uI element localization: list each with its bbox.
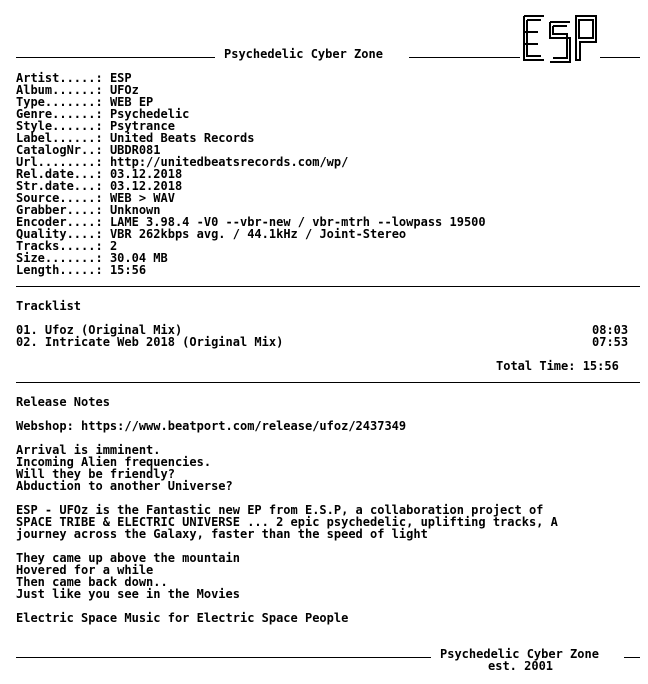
info-value: 03.12.2018 <box>109 167 183 181</box>
footer-title: Psychedelic Cyber Zone <box>440 647 599 661</box>
notes-line: Abduction to another Universe? <box>16 479 233 493</box>
release-notes-heading: Release Notes <box>16 395 110 409</box>
tracklist-heading: Tracklist <box>16 299 82 313</box>
info-label: Tracks.....: <box>16 239 103 253</box>
info-label: Quality....: <box>16 227 103 241</box>
info-label: Length.....: <box>16 263 103 277</box>
info-value: UBDR081 <box>109 143 161 157</box>
notes-line: They came up above the mountain <box>16 551 240 565</box>
info-value: 2 <box>109 239 118 253</box>
info-value: 30.04 MB <box>109 251 168 265</box>
divider-1 <box>16 286 640 287</box>
info-value: 03.12.2018 <box>109 179 183 193</box>
info-value: VBR 262kbps avg. / 44.1kHz / Joint-Stereo <box>109 227 407 241</box>
info-value: ESP <box>109 71 132 85</box>
footer-rule-right <box>624 657 640 658</box>
track-2-title: 02. Intricate Web 2018 (Original Mix) <box>16 335 284 349</box>
webshop-link[interactable]: Webshop: https://www.beatport.com/release/ufoz/2437349 <box>16 419 407 433</box>
notes-line: Incoming Alien frequencies. <box>16 455 212 469</box>
footer-est: est. 2001 <box>488 659 554 673</box>
notes-line: Hovered for a while <box>16 563 154 577</box>
header-title: Psychedelic Cyber Zone <box>224 47 383 61</box>
info-value: LAME 3.98.4 -V0 --vbr-new / vbr-mtrh --lowpass 19500 <box>109 215 486 229</box>
info-label: Encoder....: <box>16 215 103 229</box>
info-value: Psytrance <box>109 119 175 133</box>
info-label: Source.....: <box>16 191 103 205</box>
notes-tagline: Electric Space Music for Electric Space People <box>16 611 349 625</box>
header-rule-right <box>600 57 640 58</box>
notes-line: journey across the Galaxy, faster than the speed of light <box>16 527 428 541</box>
divider-2 <box>16 382 640 383</box>
info-label: CatalogNr..: <box>16 143 103 157</box>
info-value: WEB EP <box>109 95 154 109</box>
info-label: Album......: <box>16 83 103 97</box>
track-2-time: 07:53 <box>592 335 629 349</box>
notes-line: Then came back down.. <box>16 575 168 589</box>
track-1-time: 08:03 <box>592 323 629 337</box>
info-value[interactable]: http://unitedbeatsrecords.com/wp/ <box>109 155 349 169</box>
header-rule-middle <box>409 57 520 58</box>
info-value: Unknown <box>109 203 161 217</box>
info-value: Psychedelic <box>109 107 190 121</box>
info-value: United Beats Records <box>109 131 255 145</box>
info-value: UFOz <box>109 83 139 97</box>
track-1-title: 01. Ufoz (Original Mix) <box>16 323 183 337</box>
info-label: Label......: <box>16 131 103 145</box>
info-label: Grabber....: <box>16 203 103 217</box>
info-label: Genre......: <box>16 107 103 121</box>
info-label: Size.......: <box>16 251 103 265</box>
info-label: Str.date...: <box>16 179 103 193</box>
total-time: Total Time: 15:56 <box>496 359 619 373</box>
info-row <box>16 264 146 276</box>
header-rule-left <box>16 57 215 58</box>
info-label: Type.......: <box>16 95 103 109</box>
info-label: Url........: <box>16 155 103 169</box>
notes-line: Arrival is imminent. <box>16 443 161 457</box>
info-value: 15:56 <box>109 263 147 277</box>
esp-logo <box>522 14 598 64</box>
info-value: WEB > WAV <box>109 191 175 205</box>
notes-line: Just like you see in the Movies <box>16 587 240 601</box>
notes-line: Will they be friendly? <box>16 467 175 481</box>
notes-line: SPACE TRIBE & ELECTRIC UNIVERSE ... 2 epic psychedelic, uplifting tracks, A <box>16 515 558 529</box>
info-label: Rel.date...: <box>16 167 103 181</box>
info-label: Artist.....: <box>16 71 103 85</box>
footer-rule-left <box>16 657 431 658</box>
info-label: Style......: <box>16 119 103 133</box>
notes-line: ESP - UFOz is the Fantastic new EP from E.S.P, a collaboration project of <box>16 503 544 517</box>
